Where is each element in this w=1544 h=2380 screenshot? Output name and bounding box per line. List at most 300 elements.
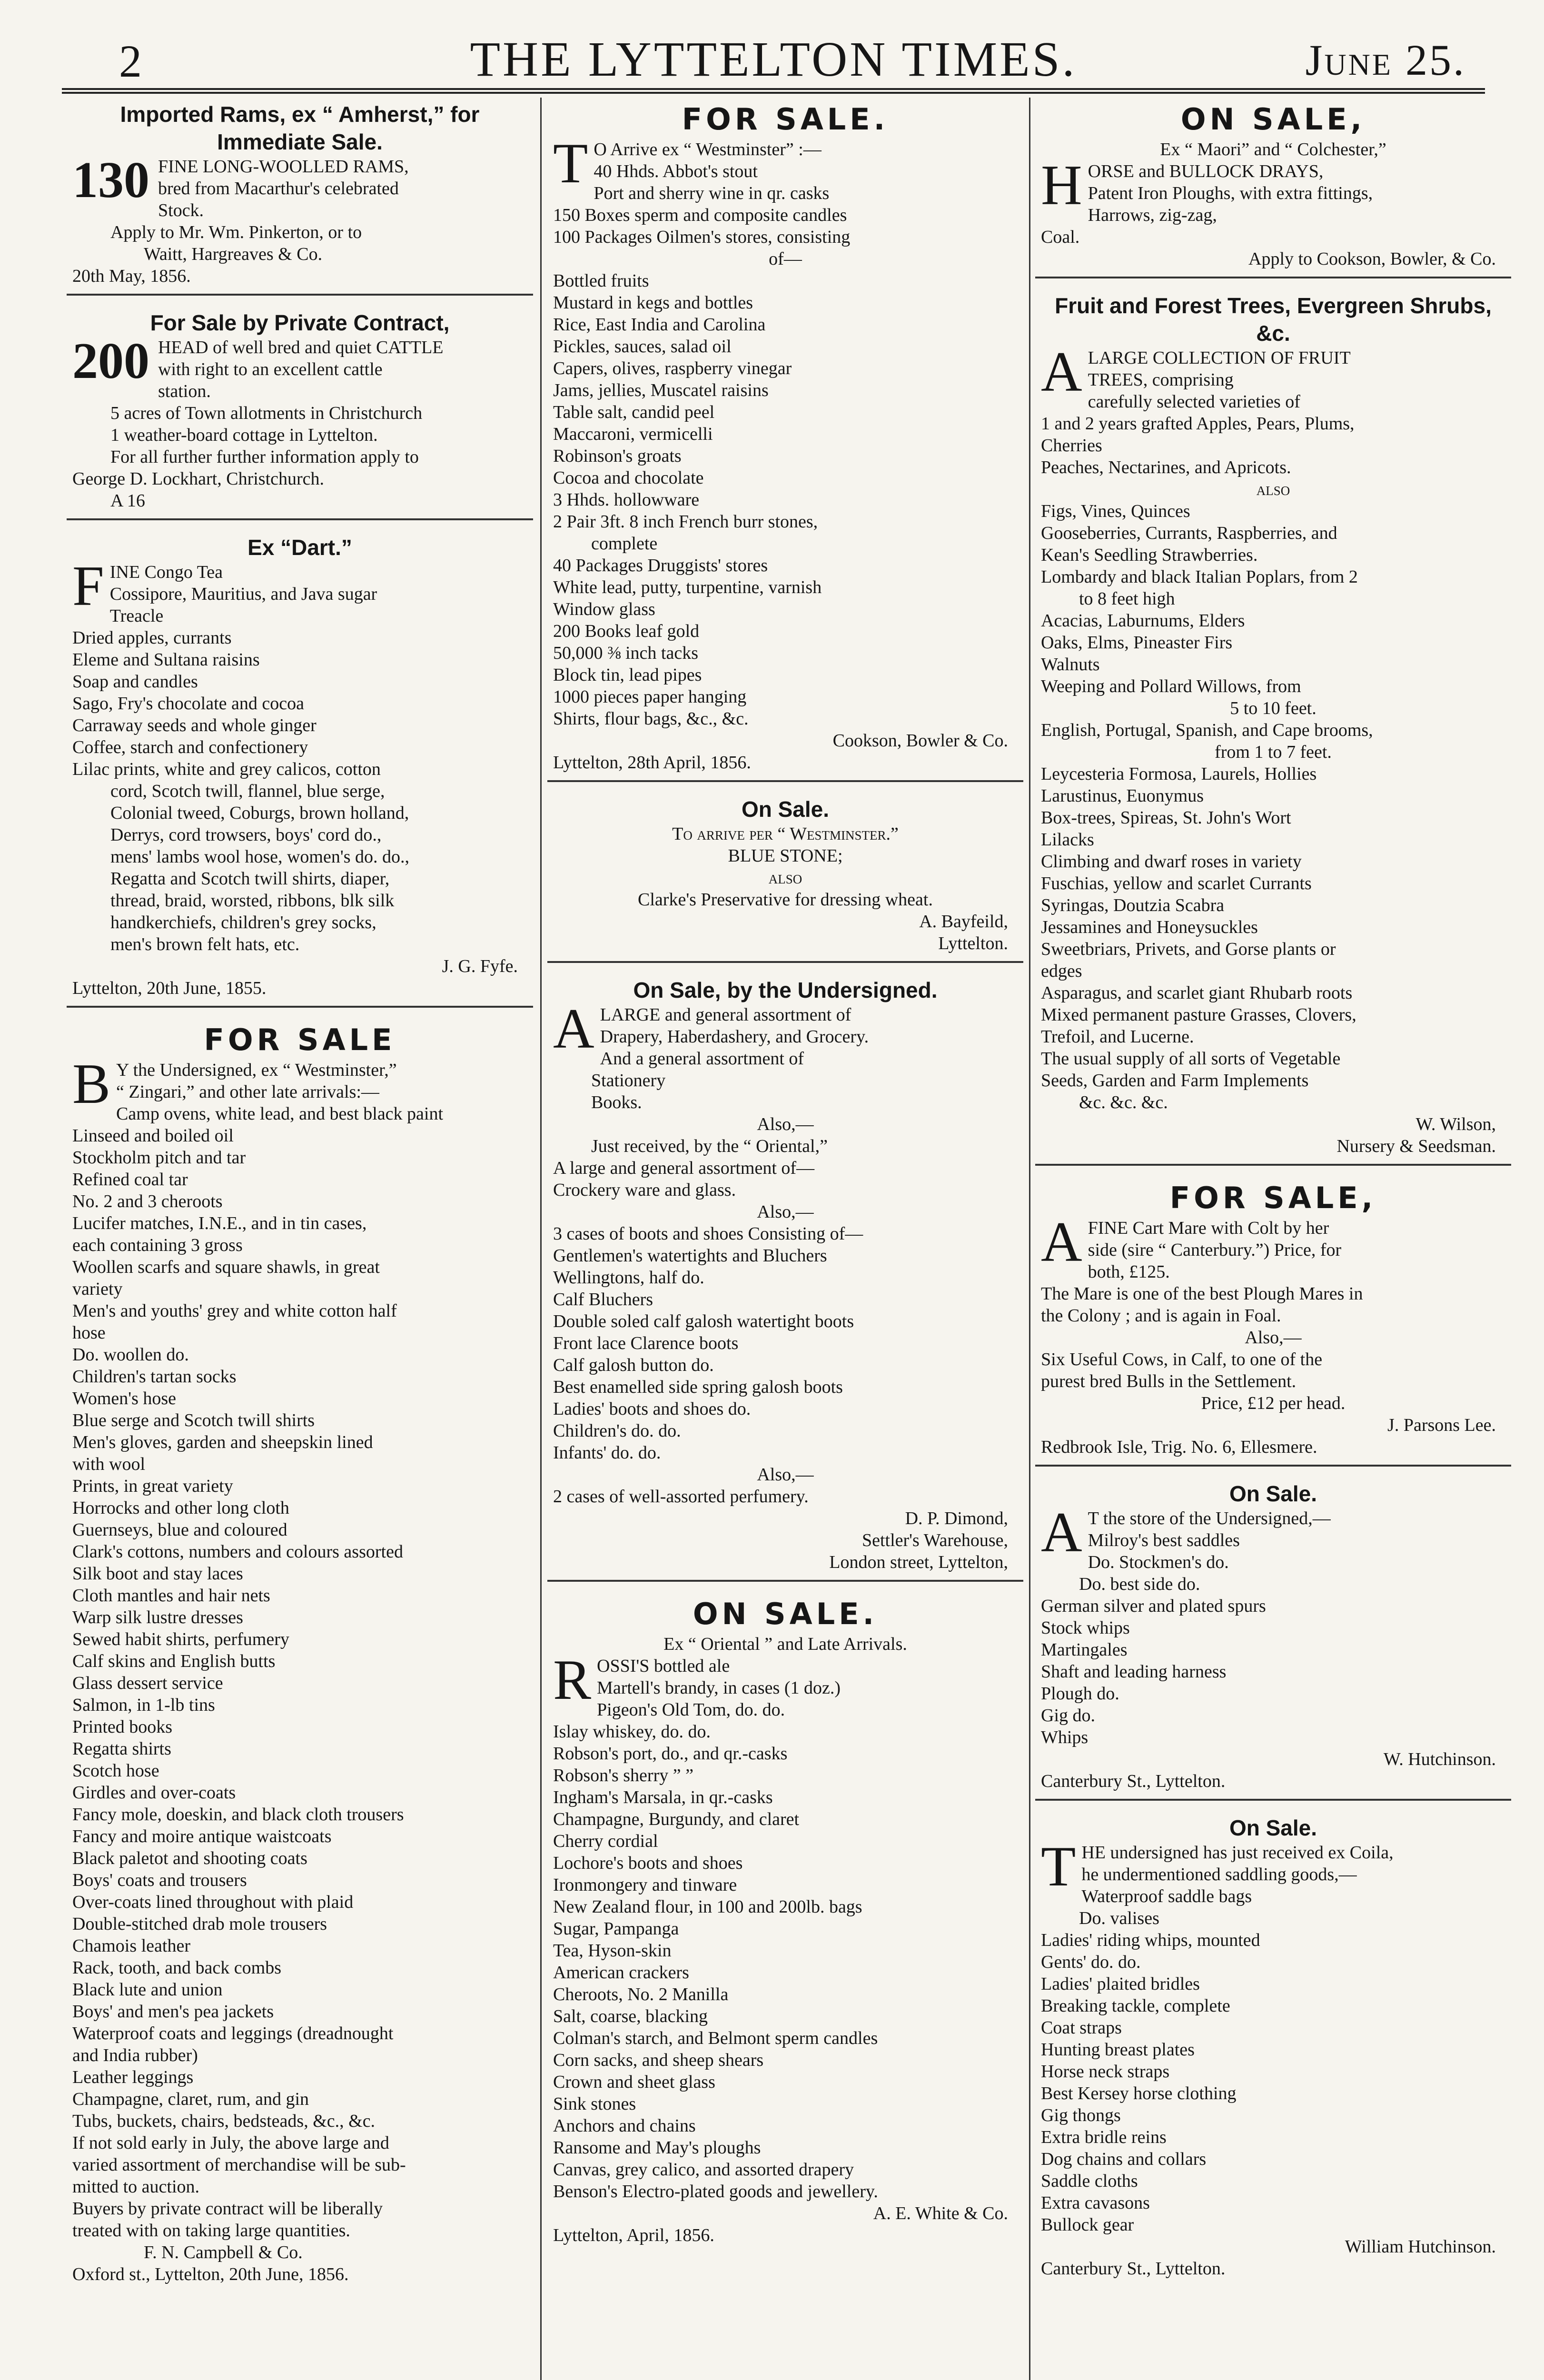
ad-text-line: LARGE COLLECTION OF FRUIT	[1088, 348, 1351, 368]
ad-text-line: OSSI'S bottled ale	[597, 1656, 730, 1676]
ad-text-line: Do. best side do.	[1079, 1574, 1200, 1594]
ad-text-line: 50,000 ⅜ inch tacks	[553, 643, 699, 663]
ad-text-line: Figs, Vines, Quinces	[1041, 501, 1190, 521]
ad-text-line: Trefoil, and Lucerne.	[1041, 1027, 1194, 1047]
ad-heading: Imported Rams, ex “ Amherst,” for Immediate Sale.	[120, 102, 480, 154]
ad-text-line: &c. &c. &c.	[1079, 1092, 1168, 1112]
ad-text-line: Cossipore, Mauritius, and Java sugar	[109, 584, 377, 604]
ad-text-line: Gents' do. do.	[1041, 1952, 1141, 1972]
ad-text-line: Cookson, Bowler & Co.	[832, 731, 1008, 751]
ad-text-line: Guernseys, blue and coloured	[72, 1520, 287, 1540]
ad-text-line: Acacias, Laburnums, Elders	[1041, 611, 1245, 631]
ad-text-line: American crackers	[553, 1963, 689, 1983]
ad-text-line: New Zealand flour, in 100 and 200lb. bags	[553, 1897, 862, 1917]
ad-text-line: White lead, putty, turpentine, varnish	[553, 577, 822, 597]
ad-text-line: Boys' coats and trousers	[72, 1870, 247, 1890]
ad-text-line: Lochore's boots and shoes	[553, 1853, 743, 1873]
ad-text-line: with wool	[72, 1454, 146, 1474]
ad-text-line: A. E. White & Co.	[873, 2203, 1008, 2223]
ad-text-line: And a general assortment of	[600, 1049, 804, 1069]
advertisement	[547, 98, 1023, 782]
advertisement	[67, 1018, 533, 2292]
ad-text-line: 3 cases of boots and shoes Consisting of—	[553, 1224, 863, 1244]
ad-text-line: Oxford st., Lyttelton, 20th June, 1856.	[72, 2264, 349, 2284]
ad-text-line: 1 weather-board cottage in Lyttelton.	[110, 425, 378, 445]
ad-text-line: Scotch hose	[72, 1761, 159, 1781]
ad-text-line: O Arrive ex “ Westminster” :—	[594, 139, 821, 159]
ad-text-line: Blue serge and Scotch twill shirts	[72, 1410, 315, 1430]
ad-text-line: Champagne, Burgundy, and claret	[553, 1809, 800, 1829]
advertisement	[547, 793, 1023, 963]
ad-text-line: Sewed habit shirts, perfumery	[72, 1629, 289, 1649]
ad-text-line: German silver and plated spurs	[1041, 1596, 1266, 1616]
ad-text-line: Crown and sheet glass	[553, 2072, 715, 2092]
ad-text-line: HE undersigned has just received ex Coila,	[1081, 1843, 1394, 1863]
ad-text-line: BLUE STONE;	[728, 846, 843, 866]
ad-text-line: Sago, Fry's chocolate and cocoa	[72, 694, 304, 714]
ad-text-line: 1000 pieces paper hanging	[553, 687, 747, 707]
ad-text-line: Jams, jellies, Muscatel raisins	[553, 380, 769, 400]
newspaper-title: THE LYTTELTON TIMES.	[470, 32, 1077, 87]
ad-text-line: Children's tartan socks	[72, 1367, 237, 1387]
ad-text-line: Just received, by the “ Oriental,”	[591, 1136, 828, 1156]
ad-text-line: thread, braid, worsted, ribbons, blk silk	[110, 891, 395, 911]
ad-text-line: Lyttelton.	[938, 933, 1008, 953]
advertisement	[547, 973, 1023, 1582]
ad-text-line: Block tin, lead pipes	[553, 665, 702, 685]
ad-text-line: Sink stones	[553, 2094, 636, 2114]
ad-text-line: Cheroots, No. 2 Manilla	[553, 1984, 729, 2004]
ad-text-line: If not sold early in July, the above large and	[72, 2133, 389, 2153]
ad-text-line: Coffee, starch and confectionery	[72, 737, 308, 757]
ad-text-line: Fancy and moire antique waistcoats	[72, 1826, 332, 1846]
ad-text-line: mens' lambs wool hose, women's do. do.,	[110, 847, 409, 867]
ad-text-line: INE Congo Tea	[109, 562, 223, 582]
ad-text-line: 5 to 10 feet.	[1230, 698, 1316, 718]
advertisement	[67, 531, 533, 1008]
ad-text-line: Cherry cordial	[553, 1831, 658, 1851]
ad-text-line: Double soled calf galosh watertight boots	[553, 1311, 854, 1331]
ad-text-line: cord, Scotch twill, flannel, blue serge,	[110, 781, 385, 801]
ad-heading: ON SALE,	[1180, 102, 1366, 137]
ad-text-line: Salt, coarse, blacking	[553, 2006, 708, 2026]
ad-text-line: Ironmongery and tinware	[553, 1875, 737, 1895]
ad-text-line: “ Zingari,” and other late arrivals:—	[116, 1082, 379, 1102]
ad-heading: Ex “Dart.”	[247, 535, 352, 560]
ad-text-line: Ladies' boots and shoes do.	[553, 1399, 751, 1419]
ad-text-line: Wellingtons, half do.	[553, 1268, 704, 1288]
ad-text-line: Cocoa and chocolate	[553, 468, 704, 488]
ad-text-line: Men's gloves, garden and sheepskin lined	[72, 1432, 373, 1452]
ad-heading: FOR SALE	[204, 1022, 396, 1057]
ad-text-line: William Hutchinson.	[1345, 2237, 1496, 2257]
ad-text-line: Fancy mole, doeskin, and black cloth trousers	[72, 1805, 404, 1825]
ad-text-line: Chamois leather	[72, 1936, 190, 1956]
ad-text-line: J. G. Fyfe.	[442, 956, 518, 976]
ad-text-line: Crockery ware and glass.	[553, 1180, 736, 1200]
ad-text-line: Price, £12 per head.	[1201, 1393, 1346, 1413]
ad-text-line: Martell's brandy, in cases (1 doz.)	[597, 1678, 841, 1698]
ad-text-line: variety	[72, 1279, 123, 1299]
ad-text-line: Stationery	[591, 1071, 666, 1091]
ad-text-line: purest bred Bulls in the Settlement.	[1041, 1371, 1297, 1391]
ad-text-line: Box-trees, Spireas, St. John's Wort	[1041, 808, 1291, 828]
ad-text-line: men's brown felt hats, etc.	[110, 934, 300, 954]
ad-text-line: Gig thongs	[1041, 2105, 1121, 2125]
advertisement	[1035, 98, 1511, 278]
ad-text-line: Canvas, grey calico, and assorted drapery	[553, 2160, 854, 2180]
ad-text-line: Six Useful Cows, in Calf, to one of the	[1041, 1349, 1323, 1369]
ad-text-line: Glass dessert service	[72, 1673, 223, 1693]
ad-text-line: Do. woollen do.	[72, 1345, 189, 1365]
ad-text-line: Lilac prints, white and grey calicos, cotton	[72, 759, 381, 779]
ad-text-line: FINE Cart Mare with Colt by her	[1088, 1218, 1329, 1238]
ad-text-line: Patent Iron Ploughs, with extra fittings,	[1088, 183, 1373, 203]
ad-text-line: Champagne, claret, rum, and gin	[72, 2089, 309, 2109]
ad-text-line: Woollen scarfs and square shawls, in great	[72, 1257, 380, 1277]
ad-text-line: both, £125.	[1088, 1262, 1170, 1282]
ad-text-line: Nursery & Seedsman.	[1336, 1136, 1496, 1156]
ad-text-line: Window glass	[553, 599, 655, 619]
ad-text-line: Gig do.	[1041, 1706, 1095, 1726]
ad-text-line: Colman's starch, and Belmont sperm candles	[553, 2028, 878, 2048]
ad-text-line: Silk boot and stay laces	[72, 1564, 243, 1584]
column-1	[67, 98, 533, 2380]
ad-text-line: 100 Packages Oilmen's stores, consisting	[553, 227, 851, 247]
ad-text-line: Warp silk lustre dresses	[72, 1607, 243, 1627]
ad-text-line: To arrive per “ Westminster.”	[672, 824, 899, 844]
drop-cap-letter: A	[1041, 1210, 1082, 1273]
ad-text-line: George D. Lockhart, Christchurch.	[72, 469, 325, 489]
ad-text-line: Cherries	[1041, 436, 1102, 456]
ad-text-line: Women's hose	[72, 1388, 177, 1408]
ad-text-line: 1 and 2 years grafted Apples, Pears, Plums,	[1041, 414, 1355, 434]
ad-text-line: Syringas, Doutzia Scabra	[1041, 895, 1225, 915]
ad-heading: On Sale.	[741, 797, 830, 822]
ad-text-line: Breaking tackle, complete	[1041, 1996, 1230, 2016]
ad-text-line: Cloth mantles and hair nets	[72, 1586, 270, 1606]
ad-text-line: Seeds, Garden and Farm Implements	[1041, 1071, 1309, 1091]
ad-text-line: Front lace Clarence boots	[553, 1333, 739, 1353]
ad-text-line: Soap and candles	[72, 672, 198, 692]
ad-text-line: Calf galosh button do.	[553, 1355, 714, 1375]
ad-text-line: Whips	[1041, 1727, 1089, 1747]
ad-text-line: Apply to Mr. Wm. Pinkerton, or to	[110, 222, 362, 242]
ad-text-line: Canterbury St., Lyttelton.	[1041, 1771, 1226, 1791]
ad-text-line: edges	[1041, 961, 1082, 981]
advertisement	[67, 306, 533, 520]
ad-heading: On Sale.	[1229, 1815, 1317, 1840]
ad-text-line: Regatta and Scotch twill shirts, diaper,	[110, 869, 390, 889]
lead-number: 200	[72, 333, 149, 389]
ad-text-line: Pickles, sauces, salad oil	[553, 337, 732, 357]
ad-text-line: Capers, olives, raspberry vinegar	[553, 358, 792, 378]
ad-text-line: side (sire “ Canterbury.”) Price, for	[1088, 1240, 1342, 1260]
advertisement	[1035, 289, 1511, 1166]
ad-text-line: Horrocks and other long cloth	[72, 1498, 289, 1518]
ad-text-line: Dog chains and collars	[1041, 2149, 1207, 2169]
ad-text-line: Salmon, in 1-lb tins	[72, 1695, 215, 1715]
ad-text-line: FINE LONG-WOOLLED RAMS,	[158, 157, 409, 177]
ad-text-line: Horse neck straps	[1041, 2062, 1170, 2082]
ad-text-line: station.	[158, 381, 211, 401]
ad-text-line: LARGE and general assortment of	[600, 1005, 851, 1025]
ad-text-line: Black paletot and shooting coats	[72, 1848, 307, 1868]
ad-text-line: Calf Bluchers	[553, 1289, 653, 1309]
ad-text-line: Benson's Electro-plated goods and jewellery.	[553, 2182, 878, 2202]
ad-text-line: Clark's cottons, numbers and colours assorted	[72, 1542, 403, 1562]
ad-text-line: Robson's sherry ” ”	[553, 1765, 693, 1785]
ad-text-line: Leather leggings	[72, 2067, 194, 2087]
ad-text-line: Over-coats lined throughout with plaid	[72, 1892, 354, 1912]
ad-text-line: Climbing and dwarf roses in variety	[1041, 852, 1302, 872]
ad-text-line: Dried apples, currants	[72, 628, 232, 648]
ad-text-line: to 8 feet high	[1079, 589, 1175, 609]
drop-cap-letter: A	[1041, 340, 1082, 403]
ad-text-line: Books.	[591, 1092, 642, 1112]
ad-text-line: Table salt, candid peel	[553, 402, 715, 422]
ad-text-line: Tubs, buckets, chairs, bedsteads, &c., &c.	[72, 2111, 376, 2131]
ad-text-line: he undermentioned saddling goods,—	[1081, 1864, 1357, 1884]
ad-text-line: Lyttelton, 28th April, 1856.	[553, 753, 751, 773]
ad-text-line: Sugar, Pampanga	[553, 1919, 679, 1939]
ad-text-line: complete	[591, 534, 658, 554]
ad-text-line: Gentlemen's watertights and Bluchers	[553, 1246, 827, 1266]
ad-text-line: 150 Boxes sperm and composite candles	[553, 205, 847, 225]
ad-text-line: J. Parsons Lee.	[1387, 1415, 1496, 1435]
ad-text-line: Black lute and union	[72, 1980, 223, 2000]
ad-text-line: Port and sherry wine in qr. casks	[594, 183, 830, 203]
ad-text-line: Mixed permanent pasture Grasses, Clovers,	[1041, 1005, 1356, 1025]
ad-text-line: For all further further information apply to	[110, 447, 419, 467]
ad-text-line: Regatta shirts	[72, 1739, 171, 1759]
ad-text-line: Do. valises	[1079, 1908, 1159, 1928]
ad-text-line: Derrys, cord trowsers, boys' cord do.,	[110, 825, 382, 845]
ad-text-line: TREES, comprising	[1088, 370, 1234, 390]
drop-cap-letter: A	[1041, 1500, 1082, 1564]
ad-text-line: Gooseberries, Currants, Raspberries, and	[1041, 523, 1337, 543]
ad-text-line: Fuschias, yellow and scarlet Currants	[1041, 873, 1312, 893]
ad-text-line: each containing 3 gross	[72, 1235, 243, 1255]
ad-text-line: carefully selected varieties of	[1088, 392, 1300, 412]
ad-text-line: T the store of the Undersigned,—	[1088, 1508, 1331, 1528]
ad-text-line: from 1 to 7 feet.	[1215, 742, 1332, 762]
drop-cap-letter: F	[72, 554, 104, 617]
ad-text-line: A. Bayfeild,	[919, 912, 1008, 932]
ad-text-line: Settler's Warehouse,	[861, 1530, 1008, 1550]
column-rule	[540, 98, 542, 2380]
ad-text-line: Tea, Hyson-skin	[553, 1941, 672, 1961]
ad-text-line: Lyttelton, 20th June, 1855.	[72, 978, 267, 998]
ad-text-line: Larustinus, Euonymus	[1041, 786, 1204, 806]
ad-text-line: Lilacks	[1041, 830, 1094, 850]
ad-text-line: ORSE and BULLOCK DRAYS,	[1088, 161, 1324, 181]
ad-text-line: A large and general assortment of—	[553, 1158, 815, 1178]
ad-text-line: Robinson's groats	[553, 446, 682, 466]
advertisement	[1035, 1477, 1511, 1801]
ad-text-line: Pigeon's Old Tom, do. do.	[597, 1700, 785, 1720]
ad-text-line: Ransome and May's ploughs	[553, 2138, 761, 2158]
ad-text-line: HEAD of well bred and quiet CATTLE	[158, 337, 444, 357]
ad-text-line: Oaks, Elms, Pineaster Firs	[1041, 633, 1233, 653]
ad-text-line: Hunting breast plates	[1041, 2040, 1195, 2060]
ad-text-line: Coal.	[1041, 227, 1080, 247]
ad-text-line: Waitt, Hargreaves & Co.	[144, 244, 323, 264]
drop-cap-letter: R	[553, 1648, 592, 1711]
ad-text-line: Refined coal tar	[72, 1170, 188, 1190]
ad-text-line: Shaft and leading harness	[1041, 1662, 1227, 1682]
ad-text-line: Extra cavasons	[1041, 2193, 1150, 2213]
ad-text-line: Colonial tweed, Coburgs, brown holland,	[110, 803, 409, 823]
ad-text-line: Double-stitched drab mole trousers	[72, 1914, 327, 1934]
ad-text-line: Do. Stockmen's do.	[1088, 1552, 1229, 1572]
ad-heading: On Sale, by the Undersigned.	[633, 978, 938, 1002]
ad-text-line: hose	[72, 1323, 106, 1343]
ad-text-line: Stockholm pitch and tar	[72, 1148, 246, 1168]
ad-heading: FOR SALE,	[1169, 1180, 1377, 1215]
ad-text-line: Drapery, Haberdashery, and Grocery.	[600, 1027, 869, 1047]
ad-text-line: Waterproof saddle bags	[1081, 1886, 1252, 1906]
ad-text-line: 3 Hhds. hollowware	[553, 490, 700, 510]
ad-text-line: D. P. Dimond,	[905, 1508, 1008, 1528]
ad-intro: Ex “ Maori” and “ Colchester,”	[1160, 139, 1386, 159]
ad-text-line: Weeping and Pollard Willows, from	[1041, 676, 1301, 696]
ad-text-line: 20th May, 1856.	[72, 266, 191, 286]
ad-text-line: and India rubber)	[72, 2045, 198, 2065]
ad-text-line: Carraway seeds and whole ginger	[72, 715, 317, 735]
ad-text-line: Canterbury St., Lyttelton.	[1041, 2259, 1226, 2279]
ad-text-line: Jessamines and Honeysuckles	[1041, 917, 1258, 937]
drop-cap-letter: B	[72, 1052, 111, 1115]
ad-text-line: Clarke's Preservative for dressing wheat.	[638, 890, 933, 910]
ad-text-line: Stock.	[158, 200, 204, 220]
ad-text-line: Islay whiskey, do. do.	[553, 1722, 711, 1742]
ad-text-line: 40 Packages Druggists' stores	[553, 555, 768, 575]
ad-text-line: of—	[769, 249, 802, 269]
ad-text-line: Waterproof coats and leggings (dreadnought	[72, 2023, 394, 2043]
ad-text-line: Bottled fruits	[553, 271, 649, 291]
ad-text-line: Anchors and chains	[553, 2116, 696, 2136]
ad-text-line: Best enamelled side spring galosh boots	[553, 1377, 843, 1397]
ad-text-line: Treacle	[109, 606, 164, 626]
column-2	[547, 98, 1023, 2380]
ad-text-line: also	[1256, 479, 1290, 499]
ad-text-line: English, Portugal, Spanish, and Cape brooms,	[1041, 720, 1373, 740]
lead-number: 130	[72, 152, 149, 208]
ad-text-line: Saddle cloths	[1041, 2171, 1138, 2191]
ad-text-line: Harrows, zig-zag,	[1088, 205, 1217, 225]
ad-text-line: Linseed and boiled oil	[72, 1126, 234, 1146]
ad-heading: On Sale.	[1229, 1481, 1317, 1506]
ad-text-line: with right to an excellent cattle	[158, 359, 383, 379]
ad-text-line: F. N. Campbell & Co.	[144, 2242, 303, 2262]
ad-text-line: Rice, East India and Carolina	[553, 315, 766, 335]
ad-text-line: Ladies' riding whips, mounted	[1041, 1930, 1260, 1950]
ad-heading: ON SALE.	[693, 1597, 878, 1631]
ad-subheading: Fruit and Forest Trees, Evergreen Shrubs, &c.	[1055, 293, 1492, 346]
ad-text-line: Also,—	[757, 1114, 814, 1134]
ad-text-line: varied assortment of merchandise will be sub-	[72, 2155, 406, 2175]
ad-text-line: Boys' and men's pea jackets	[72, 2002, 274, 2022]
page-number: 2	[119, 36, 142, 87]
ad-text-line: Walnuts	[1041, 654, 1100, 674]
advertisement	[1035, 1811, 1511, 2286]
ad-text-line: Extra bridle reins	[1041, 2127, 1167, 2147]
ad-text-line: handkerchiefs, children's grey socks,	[110, 912, 376, 932]
masthead	[62, 26, 1485, 94]
ad-text-line: Corn sacks, and sheep shears	[553, 2050, 764, 2070]
ad-text-line: A 16	[110, 491, 145, 511]
ad-text-line: Also,—	[757, 1465, 814, 1485]
ad-text-line: Children's do. do.	[553, 1421, 681, 1441]
ad-text-line: Ingham's Marsala, in qr.-casks	[553, 1787, 773, 1807]
ad-text-line: 5 acres of Town allotments in Christchurch	[110, 403, 423, 423]
ad-text-line: Rack, tooth, and back combs	[72, 1958, 282, 1978]
ad-text-line: Mustard in kegs and bottles	[553, 293, 753, 313]
ad-text-line: mitted to auction.	[72, 2177, 200, 2197]
ad-text-line: Coat straps	[1041, 2018, 1122, 2038]
ad-text-line: Asparagus, and scarlet giant Rhubarb roots	[1041, 983, 1353, 1003]
advertisement	[67, 98, 533, 296]
ad-text-line: Peaches, Nectarines, and Apricots.	[1041, 457, 1291, 477]
ad-heading: FOR SALE.	[682, 102, 889, 137]
ad-text-line: Y the Undersigned, ex “ Westminster,”	[116, 1060, 397, 1080]
ad-text-line: Apply to Cookson, Bowler, & Co.	[1248, 249, 1496, 269]
ad-text-line: Kean's Seedling Strawberries.	[1041, 545, 1258, 565]
ad-text-line: The usual supply of all sorts of Vegetable	[1041, 1049, 1341, 1069]
ad-text-line: W. Hutchinson.	[1383, 1749, 1496, 1769]
ad-text-line: Leycesteria Formosa, Laurels, Hollies	[1041, 764, 1317, 784]
advertisement	[1035, 1176, 1511, 1467]
ad-text-line: Camp ovens, white lead, and best black paint	[116, 1104, 444, 1124]
ad-text-line: 2 cases of well-assorted perfumery.	[553, 1487, 809, 1507]
ad-text-line: Printed books	[72, 1717, 173, 1737]
ad-text-line: Prints, in great variety	[72, 1476, 233, 1496]
ad-text-line: 40 Hhds. Abbot's stout	[594, 161, 758, 181]
ad-text-line: Milroy's best saddles	[1088, 1530, 1240, 1550]
ad-text-line: 2 Pair 3ft. 8 inch French burr stones,	[553, 512, 818, 532]
ad-text-line: also	[768, 868, 802, 888]
issue-date: June 25.	[1305, 36, 1466, 84]
ad-text-line: Eleme and Sultana raisins	[72, 650, 260, 670]
ad-text-line: the Colony ; and is again in Foal.	[1041, 1306, 1281, 1326]
ad-subheading: For Sale by Private Contract,	[150, 310, 450, 335]
ad-text-line: Maccaroni, vermicelli	[553, 424, 713, 444]
column-3	[1035, 98, 1511, 2380]
ad-text-line: Lyttelton, April, 1856.	[553, 2225, 714, 2245]
ad-text-line: W. Wilson,	[1415, 1114, 1496, 1134]
ad-text-line: 200 Books leaf gold	[553, 621, 700, 641]
ad-text-line: Sweetbriars, Privets, and Gorse plants or	[1041, 939, 1336, 959]
ad-text-line: Martingales	[1041, 1640, 1128, 1660]
ad-text-line: Also,—	[757, 1202, 814, 1222]
ad-text-line: Lucifer matches, I.N.E., and in tin cases,	[72, 1213, 367, 1233]
ad-text-line: No. 2 and 3 cheroots	[72, 1191, 223, 1211]
ad-intro: Ex “ Oriental ” and Late Arrivals.	[663, 1634, 907, 1654]
advertisement	[547, 1592, 1023, 2253]
ad-text-line: Shirts, flour bags, &c., &c.	[553, 709, 749, 729]
ad-text-line: Calf skins and English butts	[72, 1651, 276, 1671]
ad-text-line: Bullock gear	[1041, 2215, 1134, 2235]
ad-text-line: Men's and youths' grey and white cotton half	[72, 1301, 397, 1321]
ad-text-line: Redbrook Isle, Trig. No. 6, Ellesmere.	[1041, 1437, 1317, 1457]
ad-text-line: Plough do.	[1041, 1684, 1119, 1704]
ad-text-line: The Mare is one of the best Plough Mares in	[1041, 1284, 1363, 1304]
ad-text-line: Lombardy and black Italian Poplars, from 2	[1041, 567, 1358, 587]
drop-cap-letter: T	[1041, 1835, 1076, 1898]
ad-text-line: Infants' do. do.	[553, 1443, 661, 1463]
drop-cap-letter: H	[1041, 153, 1082, 217]
